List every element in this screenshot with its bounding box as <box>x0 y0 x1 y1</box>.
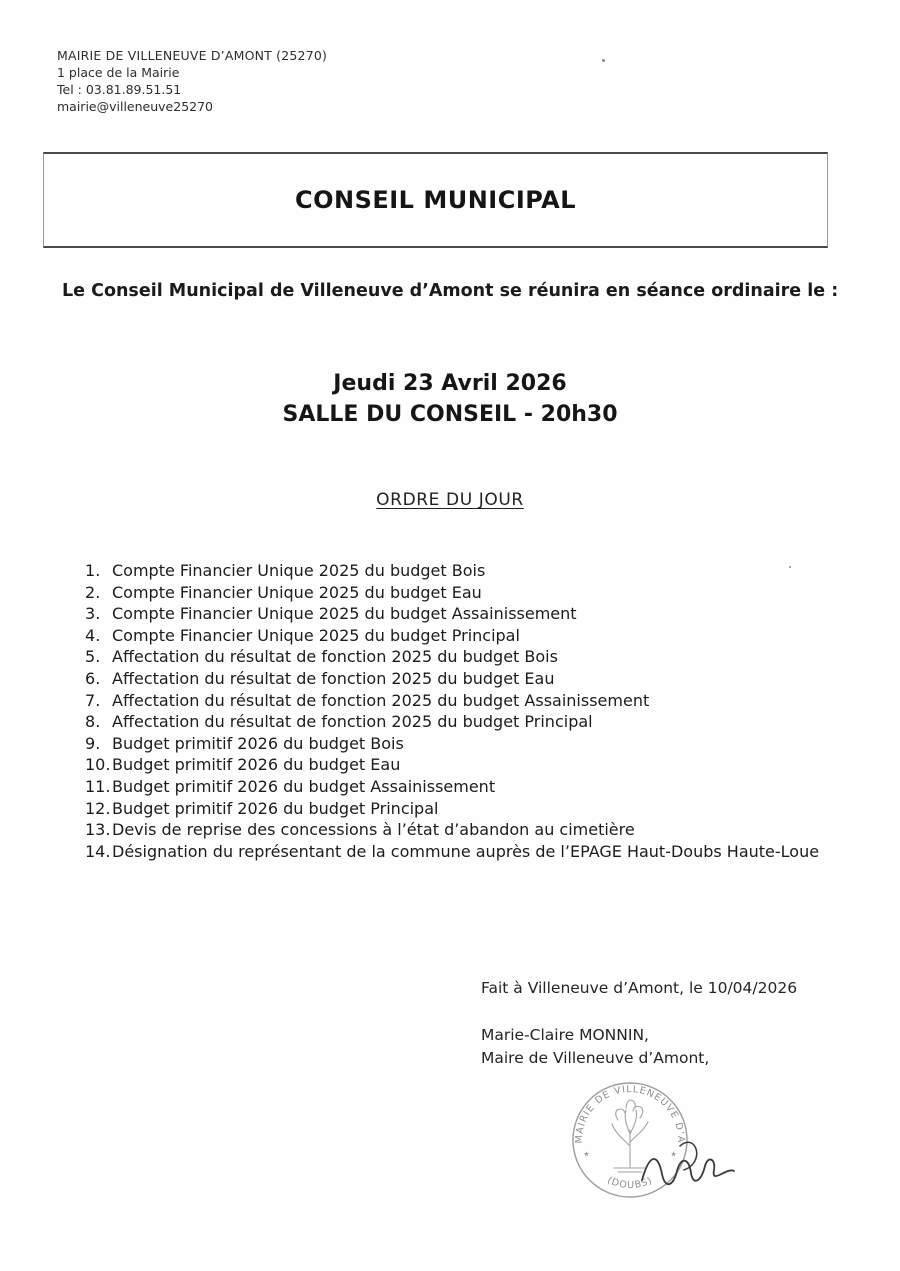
agenda-item: Désignation du représentant de la commune auprès de l’EPAGE Haut-Doubs Haute-Loue <box>112 841 820 861</box>
agenda-item: Compte Financier Unique 2025 du budget Bois <box>112 561 486 580</box>
official-stamp <box>560 1068 790 1218</box>
stamp-bottom-text-wrap <box>605 1175 654 1191</box>
dated-line: Fait à Villeneuve d’Amont, le 10/04/2026 <box>481 979 798 997</box>
page-title: CONSEIL MUNICIPAL <box>294 186 577 214</box>
agenda-heading: ORDRE DU JOUR <box>376 490 524 510</box>
meeting-date: Jeudi 23 Avril 2026 <box>333 371 567 396</box>
agenda-item: Budget primitif 2026 du budget Assainissement <box>112 776 496 796</box>
agenda-item: Compte Financier Unique 2025 du budget Assainissement <box>112 604 577 624</box>
scan-speck <box>602 59 605 62</box>
agenda-item: Budget primitif 2026 du budget Eau <box>112 755 401 775</box>
agenda-item: Affectation du résultat de fonction 2025 du budget Eau <box>112 668 555 688</box>
letterhead <box>57 47 327 115</box>
agenda-item: Devis de reprise des concessions à l’état d’abandon au cimetière <box>112 820 635 840</box>
letterhead-org-name: MAIRIE DE VILLENEUVE D’AMONT (25270) <box>57 48 328 63</box>
meeting-block <box>0 368 900 430</box>
signature <box>642 1159 734 1184</box>
signatory-name: Marie-Claire MONNIN, <box>481 1026 649 1044</box>
agenda-item: Affectation du résultat de fonction 2025 du budget Bois <box>112 647 558 667</box>
agenda-item: Budget primitif 2026 du budget Principal <box>112 798 439 818</box>
letterhead-email: mairie@villeneuve25270 <box>57 99 214 114</box>
title-box <box>43 152 828 248</box>
stamp-star-right-icon: ★ <box>668 1149 679 1159</box>
intro-sentence: Le Conseil Municipal de Villeneuve d’Amont se réunira en séance ordinaire le : <box>62 281 839 301</box>
agenda-item: Affectation du résultat de fonction 2025 du budget Assainissement <box>112 690 650 710</box>
agenda-item: Compte Financier Unique 2025 du budget Principal <box>112 625 520 645</box>
agenda-list <box>85 560 865 862</box>
meeting-place-time: SALLE DU CONSEIL - 20h30 <box>282 402 618 427</box>
stamp-top-text: MAIRIE DE VILLENEUVE D’A <box>573 1084 687 1144</box>
signature-block <box>481 977 797 1070</box>
stamp-star-wrap <box>669 1150 679 1158</box>
stamp-star-wrap <box>581 1150 591 1158</box>
stamp-bottom-text: (DOUBS) <box>605 1174 655 1192</box>
letterhead-phone: Tel : 03.81.89.51.51 <box>57 82 182 97</box>
letterhead-address: 1 place de la Mairie <box>57 65 180 80</box>
agenda-item: Affectation du résultat de fonction 2025 du budget Principal <box>112 712 593 732</box>
stamp-star-left-icon: ★ <box>581 1149 592 1159</box>
signatory-role: Maire de Villeneuve d’Amont, <box>481 1049 710 1067</box>
stamp-tree-icon <box>612 1100 648 1172</box>
agenda-item: Compte Financier Unique 2025 du budget Eau <box>112 582 482 602</box>
signature-flourish <box>680 1142 697 1170</box>
agenda-item: Budget primitif 2026 du budget Bois <box>112 733 404 753</box>
